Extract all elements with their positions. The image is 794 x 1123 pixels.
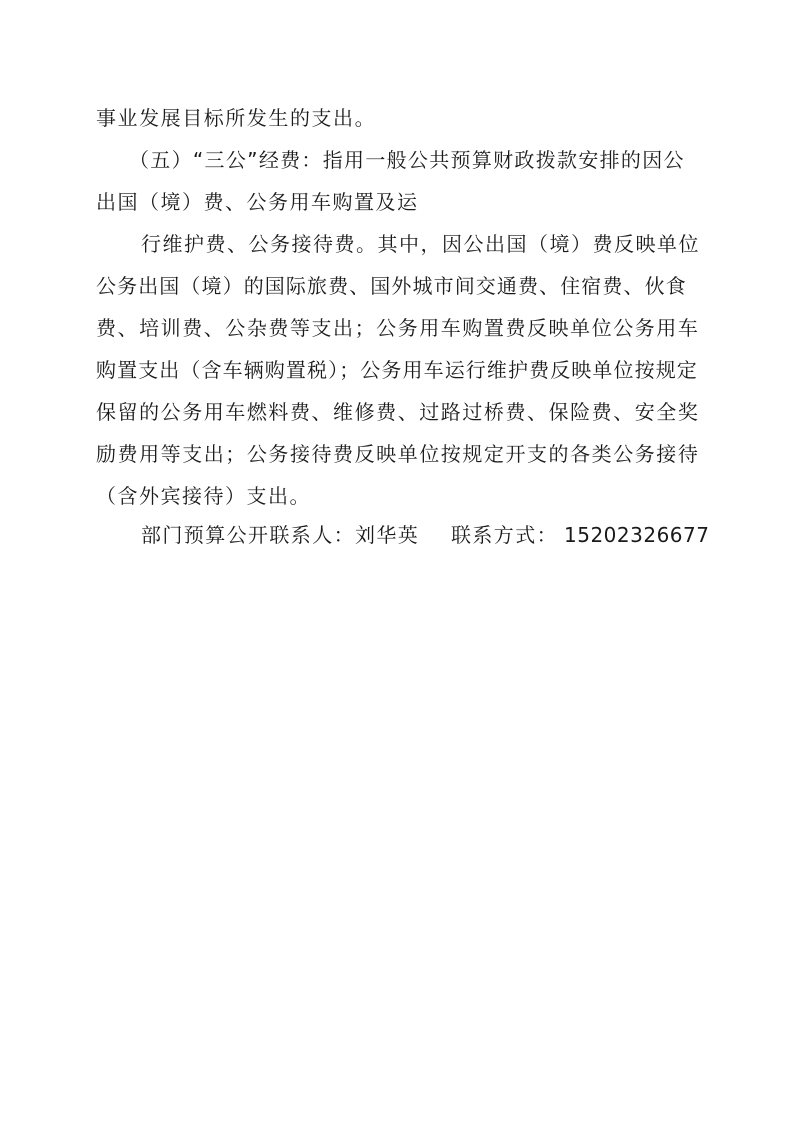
contact-method-label: 联系方式：	[451, 523, 558, 547]
contact-phone: 15202326677	[564, 523, 710, 547]
paragraph-line: 行维护费、公务接待费。其中，因公出国（境）费反映单位	[141, 232, 700, 256]
paragraph-line: （含外宾接待）支出。	[96, 484, 311, 508]
contact-line	[0, 518, 794, 552]
paragraph-line: 事业发展目标所发生的支出。	[96, 106, 377, 130]
paragraph-line: （五）“三公”经费：指用一般公共预算财政拨款安排的因公	[129, 148, 685, 172]
paragraph-line: 励费用等支出；公务接待费反映单位按规定开支的各类公务接待	[96, 442, 700, 466]
paragraph-line: 出国（境）费、公务用车购置及运	[96, 190, 419, 214]
paragraph-line: 购置支出（含车辆购置税）；公务用车运行维护费反映单位按规定	[96, 358, 698, 382]
paragraph-line: 保留的公务用车燃料费、维修费、过路过桥费、保险费、安全奖	[96, 400, 700, 424]
paragraph-line: 费、培训费、公杂费等支出；公务用车购置费反映单位公务用车	[96, 316, 700, 340]
paragraph-line: 公务出国（境）的国际旅费、国外城市间交通费、住宿费、伙食	[96, 274, 687, 298]
contact-person: 部门预算公开联系人：刘华英	[141, 523, 420, 547]
